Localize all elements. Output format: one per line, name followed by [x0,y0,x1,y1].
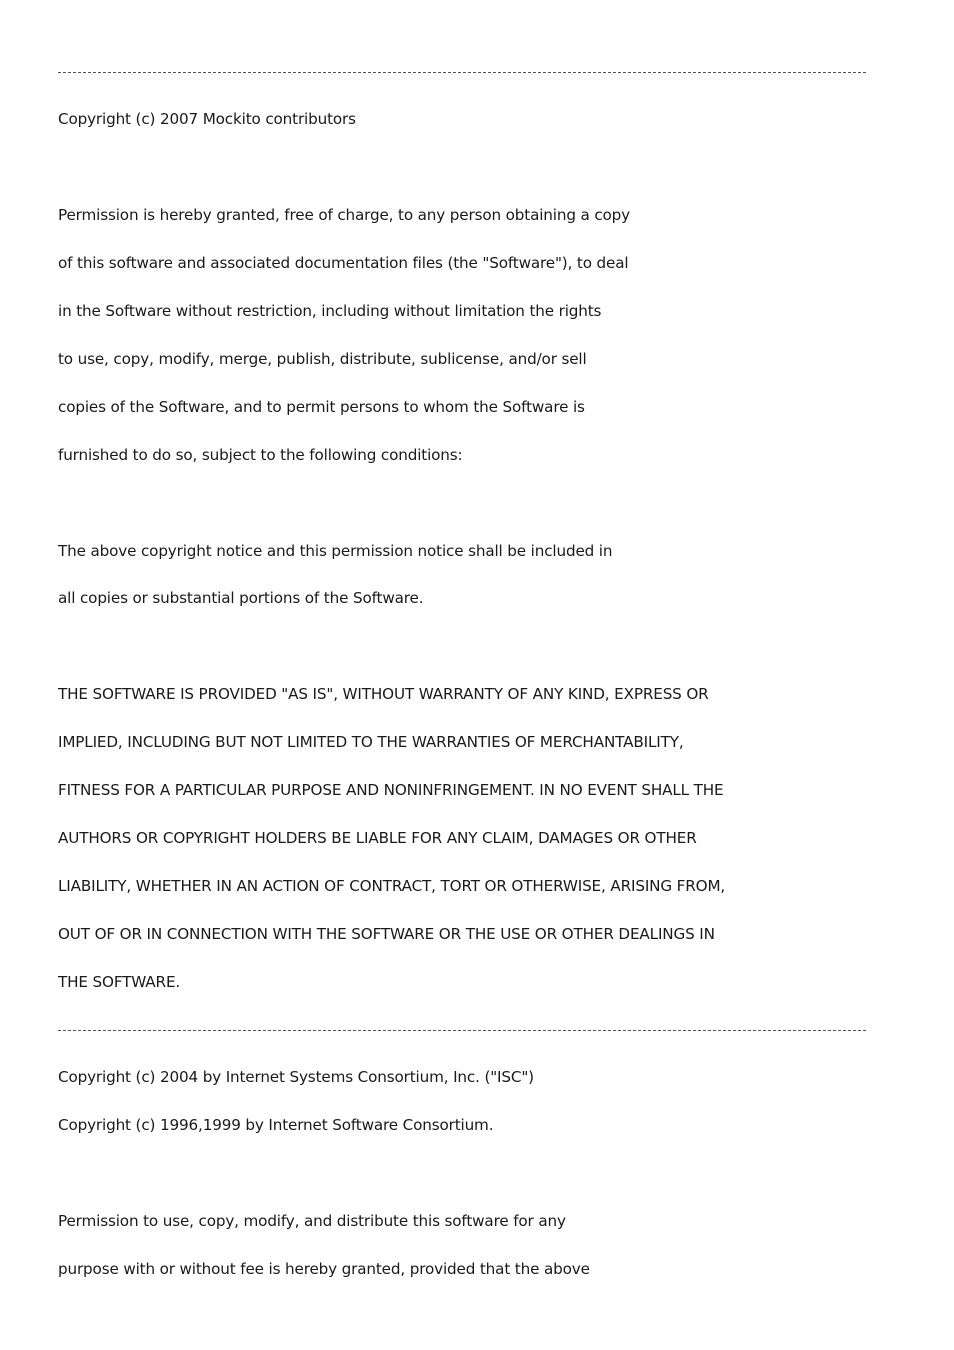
license-text-line: all copies or substantial portions of the Software. [58,589,424,607]
warranty-text-line: THE SOFTWARE IS PROVIDED "AS IS", WITHOUT WARRANTY OF ANY KIND, EXPRESS OR [58,685,709,703]
license-text-line: Permission is hereby granted, free of charge, to any person obtaining a copy [58,206,630,224]
license-text-line: in the Software without restriction, including without limitation the rights [58,302,602,320]
copyright-line: Copyright (c) 2007 Mockito contributors [58,110,356,128]
warranty-text-line: AUTHORS OR COPYRIGHT HOLDERS BE LIABLE FOR ANY CLAIM, DAMAGES OR OTHER [58,829,697,847]
copyright-line: Copyright (c) 2004 by Internet Systems Consortium, Inc. ("ISC") [58,1068,534,1086]
license-text-line: Permission to use, copy, modify, and distribute this software for any [58,1212,566,1230]
section-separator [58,72,866,73]
section-separator [58,1030,866,1031]
license-text-line: purpose with or without fee is hereby granted, provided that the above [58,1260,590,1278]
license-text-line: The above copyright notice and this permission notice shall be included in [58,542,613,560]
license-text-line: furnished to do so, subject to the following conditions: [58,446,463,464]
license-text-line: copies of the Software, and to permit persons to whom the Software is [58,398,585,416]
warranty-text-line: LIABILITY, WHETHER IN AN ACTION OF CONTRACT, TORT OR OTHERWISE, ARISING FROM, [58,877,726,895]
copyright-line: Copyright (c) 1996,1999 by Internet Software Consortium. [58,1116,494,1134]
license-text-line: to use, copy, modify, merge, publish, distribute, sublicense, and/or sell [58,350,587,368]
warranty-text-line: IMPLIED, INCLUDING BUT NOT LIMITED TO THE WARRANTIES OF MERCHANTABILITY, [58,733,684,751]
license-text-line: of this software and associated documentation files (the "Software"), to deal [58,254,629,272]
warranty-text-line: THE SOFTWARE. [58,973,181,991]
warranty-text-line: OUT OF OR IN CONNECTION WITH THE SOFTWARE OR THE USE OR OTHER DEALINGS IN [58,925,715,943]
warranty-text-line: FITNESS FOR A PARTICULAR PURPOSE AND NONINFRINGEMENT. IN NO EVENT SHALL THE [58,781,724,799]
